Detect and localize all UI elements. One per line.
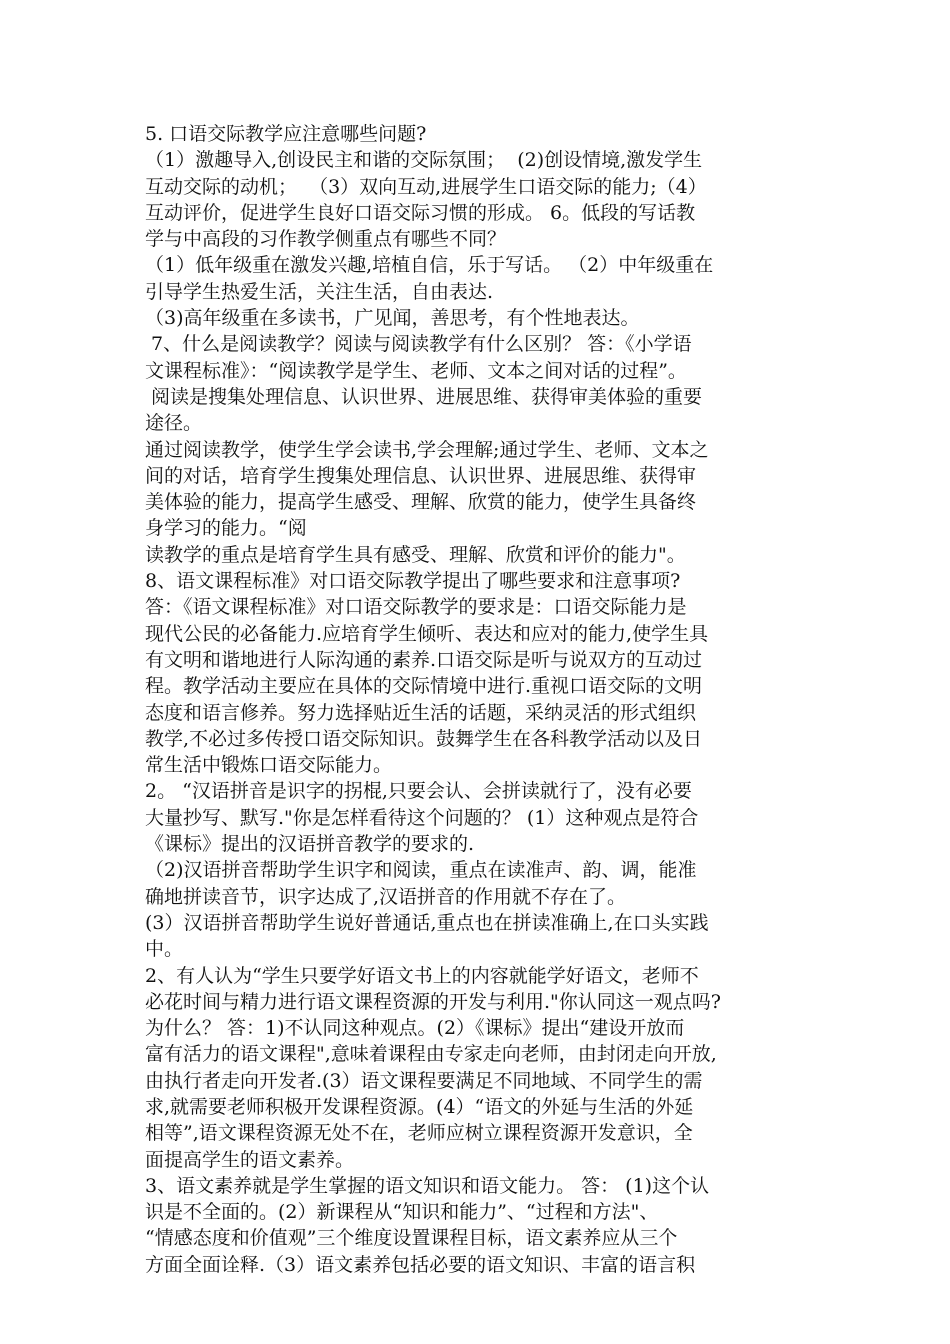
- text-line: 通过阅读教学，使学生学会读书,学会理解;通过学生、老师、文本之: [145, 438, 709, 461]
- text-line: 3、语文素养就是学生掌握的语文知识和语文能力。 答： (1)这个认: [145, 1174, 710, 1197]
- text-line: 相等”,语文课程资源无处不在，老师应树立课程资源开发意识，全: [145, 1122, 693, 1145]
- text-line: 程。教学活动主要应在具体的交际情境中进行.重视口语交际的文明: [145, 675, 703, 698]
- text-line: 面提高学生的语文素养。: [145, 1148, 355, 1171]
- text-line: 常生活中锻炼口语交际能力。: [145, 754, 393, 777]
- text-line: 识是不全面的。(2）新课程从“知识和能力”、“过程和方法"、: [145, 1201, 659, 1224]
- text-line: 7、什么是阅读教学？阅读与阅读教学有什么区别？ 答：《小学语: [145, 333, 692, 356]
- text-line: 现代公民的必备能力.应培育学生倾听、表达和应对的能力,使学生具: [145, 622, 709, 645]
- text-line: “情感态度和价值观”三个维度设置课程目标，语文素养应从三个: [145, 1227, 678, 1250]
- text-line: 富有活力的语文课程",意味着课程由专家走向老师，由封闭走向开放,: [145, 1043, 717, 1066]
- document-body: [145, 121, 835, 1278]
- text-line: 学与中高段的习作教学侧重点有哪些不同？: [145, 228, 507, 251]
- text-line: 答：《语文课程标准》对口语交际教学的要求是：口语交际能力是: [145, 596, 687, 619]
- text-line: 文课程标准》：“阅读教学是学生、老师、文本之间对话的过程”。: [145, 359, 687, 382]
- text-line: 有文明和谐地进行人际沟通的素养.口语交际是听与说双方的互动过: [145, 648, 703, 671]
- text-line: 方面全面诠释.（3）语文素养包括必要的语文知识、丰富的语言积: [145, 1253, 696, 1276]
- text-line: 教学,不必过多传授口语交际知识。鼓舞学生在各科教学活动以及日: [145, 727, 703, 750]
- text-line: 互动交际的动机； （3）双向互动,进展学生口语交际的能力;（4）: [145, 175, 707, 198]
- text-line: 间的对话，培育学生搜集处理信息、认识世界、进展思维、获得审: [145, 464, 697, 487]
- text-line: 大量抄写、默写."你是怎样看待这个问题的？ (1）这种观点是符合: [145, 806, 699, 829]
- text-line: 必花时间与精力进行语文课程资源的开发与利用."你认同这一观点吗?: [145, 990, 721, 1013]
- text-line: (3）汉语拼音帮助学生说好普通话,重点也在拼读准确上,在口头实践: [145, 911, 709, 934]
- text-line: （3)高年级重在多读书，广见闻，善思考，有个性地表达。: [145, 307, 640, 330]
- text-line: 途径。: [145, 412, 203, 435]
- text-line: 2、有人认为“学生只要学好语文书上的内容就能学好语文，老师不: [145, 964, 699, 987]
- text-line: 为什么？ 答：1)不认同这种观点。(2）《课标》提出“建设开放而: [145, 1017, 685, 1040]
- text-line: 互动评价，促进学生良好口语交际习惯的形成。 6。低段的写话教: [145, 201, 696, 224]
- text-line: 中。: [145, 938, 184, 961]
- text-line: 《课标》提出的汉语拼音教学的要求的.: [145, 833, 475, 856]
- text-line: 身学习的能力。“阅: [145, 517, 307, 540]
- text-line: 阅读是搜集处理信息、认识世界、进展思维、获得审美体验的重要: [145, 385, 703, 408]
- text-line: 由执行者走向开发者.(3）语文课程要满足不同地域、不同学生的需: [145, 1069, 703, 1092]
- text-line: 态度和语言修养。努力选择贴近生活的话题，采纳灵活的形式组织: [145, 701, 697, 724]
- text-line: （2)汉语拼音帮助学生识字和阅读，重点在读准声、韵、调，能准: [145, 859, 697, 882]
- text-line: 求,就需要老师积极开发课程资源。(4）“语文的外延与生活的外延: [145, 1095, 694, 1118]
- text-line: 5. 口语交际教学应注意哪些问题?: [145, 123, 427, 145]
- text-line: 2。 “汉语拼音是识字的拐棍,只要会认、会拼读就行了，没有必要: [145, 780, 692, 803]
- text-line: （1）激趣导入,创设民主和谐的交际氛围； (2)创设情境,激发学生: [145, 149, 703, 172]
- text-line: 读教学的重点是培育学生具有感受、理解、欣赏和评价的能力"。: [145, 543, 686, 566]
- text-line: 8、语文课程标准》对口语交际教学提出了哪些要求和注意事项?: [145, 570, 681, 593]
- text-line: 引导学生热爱生活，关注生活，自由表达.: [145, 280, 494, 303]
- text-line: 确地拼读音节，识字达成了,汉语拼音的作用就不存在了。: [145, 885, 627, 908]
- text-line: 美体验的能力，提高学生感受、理解、欣赏的能力，使学生具备终: [145, 491, 697, 514]
- text-line: （1）低年级重在激发兴趣,培植自信，乐于写话。 （2）中年级重在: [145, 254, 714, 277]
